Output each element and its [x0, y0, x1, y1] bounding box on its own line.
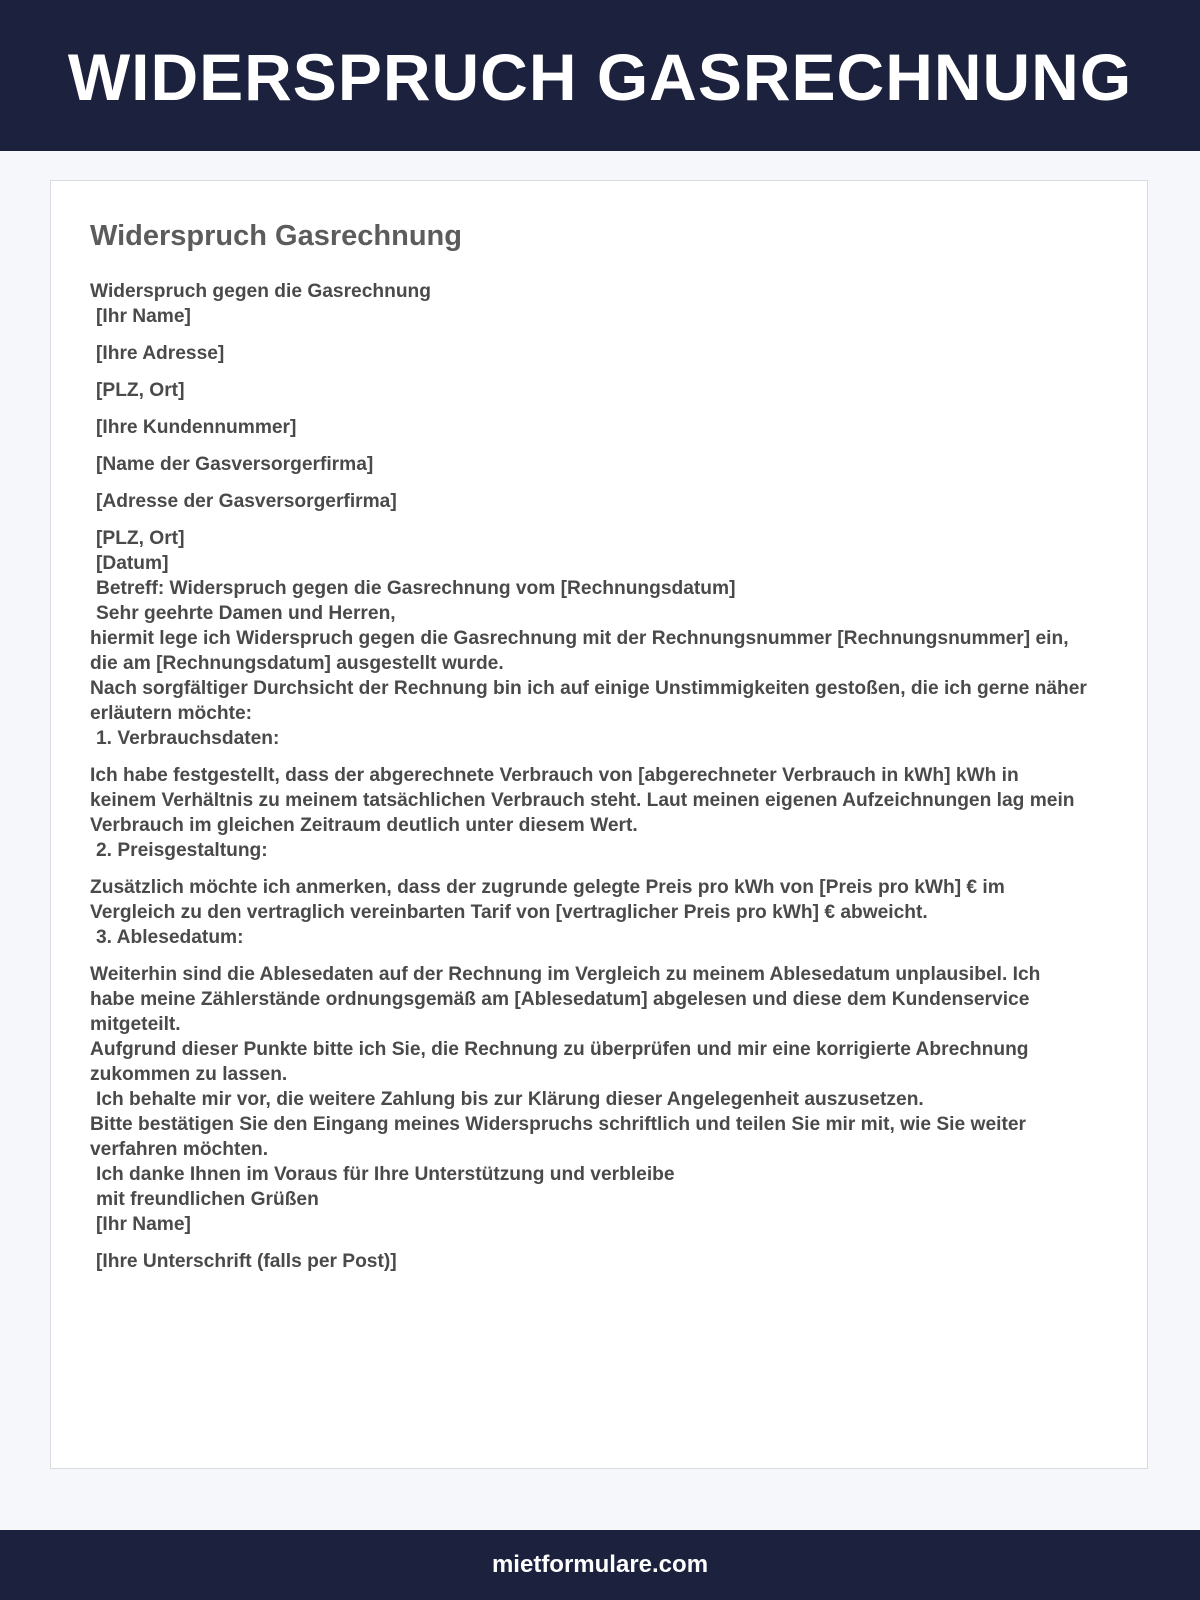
date-line: [Datum] — [96, 553, 169, 574]
paragraph-intro: hiermit lege ich Widerspruch gegen die Gasrechnung mit der Rechnungsnummer [Rechnungsnummer] ein, die am [Rechnungsdatum] ausgestellt wurde. — [90, 628, 1069, 674]
page-header — [0, 0, 1200, 151]
paragraph-consumption: Ich habe festgestellt, dass der abgerechnete Verbrauch von [abgerechneter Verbrauch in kWh] kWh in keinem Verhältnis zu meinem tatsächlichen Verbrauch steht. Laut meinen eigenen Aufzeichnungen lag mein Verbrauch im gleichen Zeitraum deutlich unter diesem Wert. — [90, 765, 1075, 836]
page-footer — [0, 1530, 1200, 1600]
paragraph-payment-hold: Ich behalte mir vor, die weitere Zahlung bis zur Klärung dieser Angelegenheit auszusetzen. — [96, 1089, 924, 1110]
salutation: Sehr geehrte Damen und Herren, — [96, 603, 396, 624]
recipient-city: [PLZ, Ort] — [96, 528, 185, 549]
paragraph-review: Nach sorgfältiger Durchsicht der Rechnung bin ich auf einige Unstimmigkeiten gestoßen, die ich gerne näher erläutern möchte: — [90, 678, 1087, 724]
signature-placeholder: [Ihre Unterschrift (falls per Post)] — [96, 1251, 397, 1272]
paragraph-request: Aufgrund dieser Punkte bitte ich Sie, die Rechnung zu überprüfen und mir eine korrigierte Abrechnung zukommen zu lassen. — [90, 1039, 1029, 1085]
closing-greeting: mit freundlichen Grüßen — [96, 1189, 319, 1210]
paragraph-confirmation: Bitte bestätigen Sie den Eingang meines Widerspruchs schriftlich und teilen Sie mir mit, wie Sie weiter verfahren möchten. — [90, 1114, 1026, 1160]
paragraph-pricing: Zusätzlich möchte ich anmerken, dass der zugrunde gelegte Preis pro kWh von [Preis pro kWh] € im Vergleich zu den vertraglich vereinbarten Tarif von [vertraglicher Preis pro kWh] € abweicht. — [90, 877, 1005, 923]
document-card — [50, 180, 1148, 1469]
closing-thanks: Ich danke Ihnen im Voraus für Ihre Unterstützung und verbleibe — [96, 1164, 675, 1185]
reference-line: Betreff: Widerspruch gegen die Gasrechnung vom [Rechnungsdatum] — [96, 578, 736, 599]
section-heading-pricing: 2. Preisgestaltung: — [96, 840, 268, 861]
paragraph-reading-date: Weiterhin sind die Ablesedaten auf der Rechnung im Vergleich zu meinem Ablesedatum unplausibel. Ich habe meine Zählerstände ordnungsgemäß am [Ablesedatum] abgelesen und diese dem Kundenservice mitgeteilt. — [90, 964, 1041, 1035]
recipient-address: [Adresse der Gasversorgerfirma] — [96, 491, 397, 512]
sender-address: [Ihre Adresse] — [96, 343, 225, 364]
footer-site: mietformulare.com — [491, 1551, 709, 1578]
sender-city: [PLZ, Ort] — [96, 380, 185, 401]
document-body — [90, 279, 1090, 1274]
section-heading-reading-date: 3. Ablesedatum: — [96, 927, 244, 948]
recipient-name: [Name der Gasversorgerfirma] — [96, 454, 374, 475]
customer-number: [Ihre Kundennummer] — [96, 417, 297, 438]
sender-name: [Ihr Name] — [96, 306, 191, 327]
section-heading-consumption: 1. Verbrauchsdaten: — [96, 728, 280, 749]
header-title: WIDERSPRUCH GASRECHNUNG — [67, 39, 1133, 114]
document-heading: Widerspruch Gasrechnung — [90, 220, 462, 252]
subject-line: Widerspruch gegen die Gasrechnung — [90, 281, 431, 302]
signature-name: [Ihr Name] — [96, 1214, 191, 1235]
